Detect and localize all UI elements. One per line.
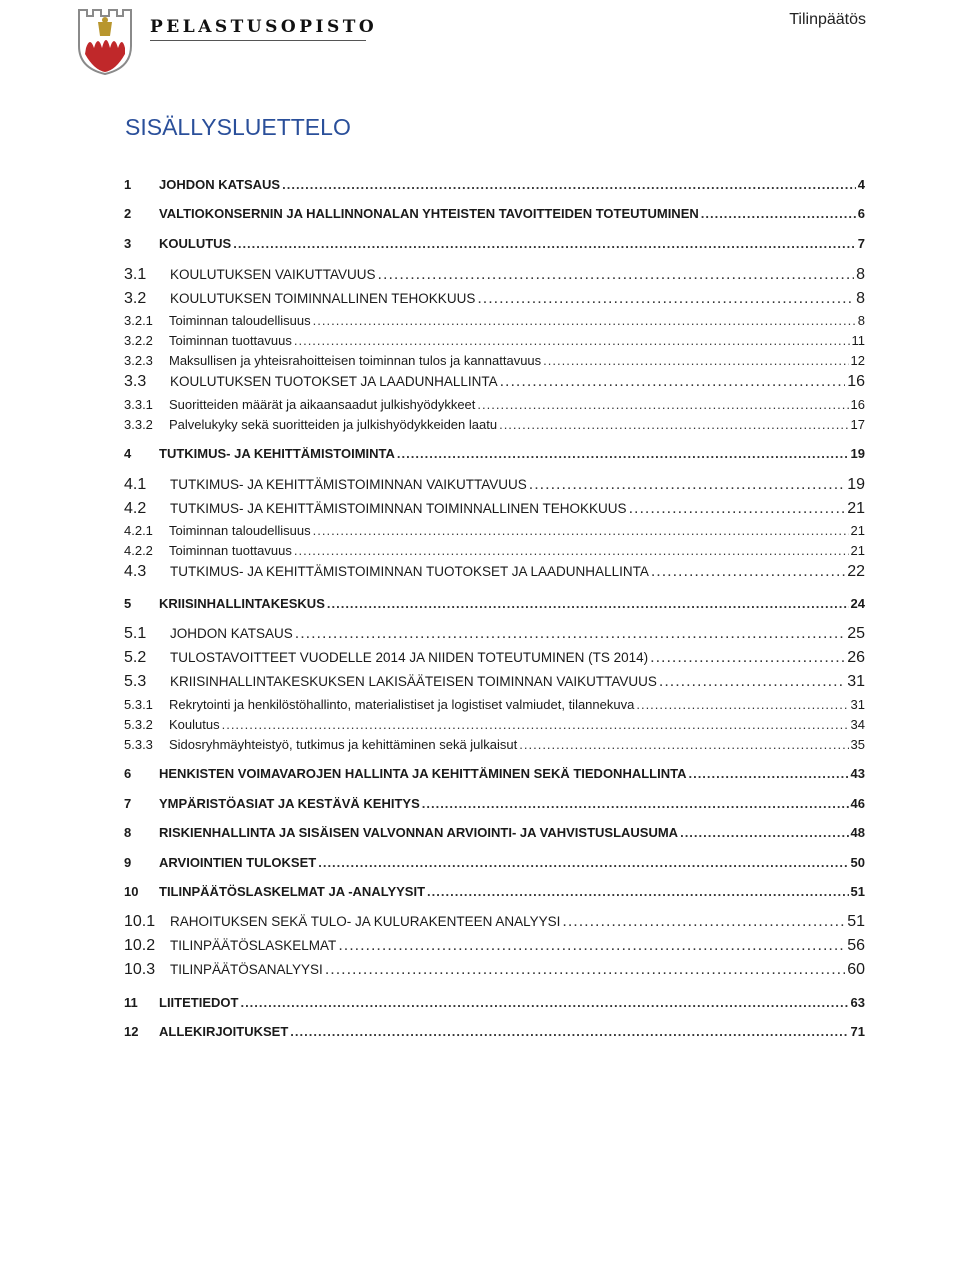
toc-entry-number: 4.2 [124,500,147,517]
toc-entry-number: 10 [124,884,139,899]
toc-entry-page: 17 [850,417,865,432]
toc-entry[interactable] [124,236,865,251]
dot-leader [397,446,849,461]
toc-entry-number: 5 [124,596,132,611]
toc-entry[interactable] [124,446,865,461]
toc-entry[interactable] [124,563,865,581]
toc-entry-number: 8 [124,825,132,840]
toc-entry[interactable] [124,825,865,840]
toc-entry-title: VALTIOKONSERNIN JA HALLINNONALAN YHTEISTEN TAVOITTEIDEN TOTEUTUMINEN [159,206,699,221]
toc-entry-page: 8 [856,266,865,283]
toc-entry-number: 5.1 [124,625,147,642]
toc-entry-number: 4.3 [124,563,147,580]
toc-entry-page: 43 [850,766,865,781]
dot-leader [499,417,848,432]
toc-entry-title: KRIISINHALLINTAKESKUKSEN LAKISÄÄTEISEN TOIMINNAN VAIKUTTAVUUS [170,674,657,689]
dot-leader [659,673,845,691]
dot-leader [313,523,849,538]
toc-entry-title: JOHDON KATSAUS [159,177,281,192]
toc-entry-page: 31 [847,673,865,690]
toc-entry-number: 3.1 [124,266,147,283]
dot-leader [477,290,854,308]
dot-leader [290,1024,848,1039]
toc-entry-number: 1 [124,177,132,192]
dot-leader [680,825,848,840]
toc-entry-title: Suoritteiden määrät ja aikaansaadut julkishyödykkeet [169,397,476,412]
toc-entry-number: 4.2.2 [124,543,153,558]
toc-entry-number: 12 [124,1024,139,1039]
dot-leader [688,766,848,781]
dot-leader [294,543,849,558]
toc-entry-page: 51 [850,884,865,899]
toc-entry-page: 4 [857,177,865,192]
toc-entry[interactable] [124,313,865,328]
toc-entry-page: 19 [847,476,865,493]
toc-entry-page: 21 [847,500,865,517]
toc-entry[interactable] [124,995,865,1010]
toc-entry[interactable] [124,937,865,955]
dot-leader [562,913,845,931]
toc-entry-number: 6 [124,766,132,781]
toc-entry-page: 50 [850,855,865,870]
toc-entry-number: 10.1 [124,913,156,930]
toc-entry-page: 63 [850,995,865,1010]
toc-entry-page: 7 [857,236,865,251]
toc-entry[interactable] [124,290,865,308]
toc-entry-title: Maksullisen ja yhteisrahoitteisen toiminnan tulos ja kannattavuus [169,353,542,368]
toc-entry[interactable] [124,913,865,931]
toc-entry-title: TUTKIMUS- JA KEHITTÄMISTOIMINNAN TOIMINNALLINEN TEHOKKUUS [170,501,627,516]
toc-entry[interactable] [124,476,865,494]
toc-entry-title: HENKISTEN VOIMAVAROJEN HALLINTA JA KEHITTÄMINEN SEKÄ TIEDONHALLINTA [159,766,687,781]
toc-entry-page: 51 [847,913,865,930]
toc-entry-title: ARVIOINTIEN TULOKSET [159,855,317,870]
toc-entry-number: 3.3.1 [124,397,153,412]
toc-entry-number: 5.3.3 [124,737,153,752]
toc-entry-number: 5.3.2 [124,717,153,732]
toc-entry[interactable] [124,333,865,348]
toc-entry[interactable] [124,1024,865,1039]
toc-entry-number: 5.2 [124,649,147,666]
dot-leader [650,649,845,667]
toc-entry-title: KOULUTUKSEN VAIKUTTAVUUS [170,267,376,282]
toc-entry-page: 21 [850,523,865,538]
toc-entry-page: 56 [847,937,865,954]
toc-entry[interactable] [124,697,865,712]
toc-entry-number: 3.2.3 [124,353,153,368]
dot-leader [313,313,856,328]
toc-entry-number: 7 [124,796,132,811]
dot-leader [222,717,849,732]
toc-entry-title: LIITETIEDOT [159,995,239,1010]
toc-entry-number: 5.3 [124,673,147,690]
toc-entry[interactable] [124,266,865,284]
toc-entry-page: 46 [850,796,865,811]
toc-entry-title: YMPÄRISTÖASIAT JA KESTÄVÄ KEHITYS [159,796,420,811]
toc-entry-title: Rekrytointi ja henkilöstöhallinto, materialistiset ja logistiset valmiudet, tilannekuva [169,697,635,712]
dot-leader [240,995,848,1010]
dot-leader [233,236,856,251]
dot-leader [519,737,848,752]
dot-leader [378,266,855,284]
toc-entry-page: 25 [847,625,865,642]
toc-entry[interactable] [124,373,865,391]
dot-leader [327,596,849,611]
toc-entry-page: 8 [857,313,865,328]
toc-entry[interactable] [124,855,865,870]
toc-entry-page: 35 [850,737,865,752]
dot-leader [318,855,848,870]
toc-entry-page: 31 [850,697,865,712]
toc-entry-title: Sidosryhmäyhteistyö, tutkimus ja kehittäminen sekä julkaisut [169,737,518,752]
toc-entry-title: TILINPÄÄTÖSLASKELMAT JA -ANALYYSIT [159,884,426,899]
dot-leader [295,625,845,643]
toc-entry[interactable] [124,500,865,518]
dot-leader [294,333,850,348]
toc-entry-title: ALLEKIRJOITUKSET [159,1024,289,1039]
toc-entry-page: 19 [850,446,865,461]
toc-entry-title: JOHDON KATSAUS [170,626,293,641]
toc-entry-number: 4.2.1 [124,523,153,538]
toc-entry[interactable] [124,397,865,412]
dot-leader [651,563,845,581]
toc-entry-title: KOULUTUKSEN TUOTOKSET JA LAADUNHALLINTA [170,374,498,389]
toc-entry[interactable] [124,649,865,667]
dot-leader [629,500,846,518]
toc-heading: SISÄLLYSLUETTELO [125,114,351,140]
toc-entry[interactable] [124,737,865,752]
toc-entry[interactable] [124,596,865,611]
toc-entry-page: 16 [850,397,865,412]
toc-entry-title: Toiminnan taloudellisuus [169,313,311,328]
dot-leader [500,373,846,391]
dot-leader [701,206,856,221]
toc-entry-title: Toiminnan tuottavuus [169,543,292,558]
toc-entry-page: 21 [850,543,865,558]
toc-entry[interactable] [124,353,865,368]
coat-of-arms-logo [76,6,134,76]
dot-leader [422,796,849,811]
toc-entry-page: 71 [850,1024,865,1039]
toc-entry-title: RISKIENHALLINTA JA SISÄISEN VALVONNAN ARVIOINTI- JA VAHVISTUSLAUSUMA [159,825,679,840]
toc-entry-title: TUTKIMUS- JA KEHITTÄMISTOIMINNAN TUOTOKSET JA LAADUNHALLINTA [170,564,649,579]
toc-entry-title: RAHOITUKSEN SEKÄ TULO- JA KULURAKENTEEN ANALYYSI [170,914,561,929]
dot-leader [477,397,848,412]
toc-entry-page: 48 [850,825,865,840]
toc-entry[interactable] [124,884,865,899]
document-title: Tilinpäätös [789,11,866,28]
dot-leader [529,476,845,494]
toc-entry-title: TILINPÄÄTÖSLASKELMAT [170,938,337,953]
toc-entry-title: Koulutus [169,717,220,732]
toc-entry-page: 60 [847,961,865,978]
toc-entry-number: 11 [124,995,138,1010]
toc-entry-page: 34 [850,717,865,732]
toc-entry-title: KOULUTUKSEN TOIMINNALLINEN TEHOKKUUS [170,291,476,306]
toc-entry[interactable] [124,766,865,781]
toc-entry[interactable] [124,961,865,979]
toc-entry[interactable] [124,717,865,732]
dot-leader [543,353,848,368]
toc-entry-number: 3.2.1 [124,313,153,328]
toc-entry[interactable] [124,417,865,432]
toc-entry-page: 22 [847,563,865,580]
toc-entry-page: 16 [847,373,865,390]
toc-entry-title: TILINPÄÄTÖSANALYYSI [170,962,323,977]
toc-entry[interactable] [124,177,865,192]
toc-entry-number: 10.2 [124,937,156,954]
toc-entry-title: TULOSTAVOITTEET VUODELLE 2014 JA NIIDEN TOTEUTUMINEN (TS 2014) [170,650,649,665]
dot-leader [427,884,849,899]
toc-entry-number: 3 [124,236,132,251]
dot-leader [325,961,845,979]
toc-entry-title: TUTKIMUS- JA KEHITTÄMISTOIMINTA [159,446,395,461]
dot-leader [636,697,848,712]
toc-entry-number: 3.2 [124,290,147,307]
toc-entry-number: 9 [124,855,132,870]
organization-name: PELASTUSOPISTO [150,17,378,37]
toc-entry[interactable] [124,543,865,558]
toc-entry-page: 6 [857,206,865,221]
dot-leader [282,177,856,192]
toc-entry-number: 3.3.2 [124,417,153,432]
page-header [0,0,960,90]
toc-entry-number: 4 [124,446,132,461]
toc-entry-page: 8 [856,290,865,307]
toc-entry-number: 10.3 [124,961,156,978]
toc-entry[interactable] [124,673,865,691]
toc-entry[interactable] [124,523,865,538]
toc-entry-number: 3.2.2 [124,333,153,348]
toc-entry-page: 24 [850,596,865,611]
toc-entry[interactable] [124,206,865,221]
toc-entry-page: 12 [850,353,865,368]
toc-entry[interactable] [124,625,865,643]
toc-entry-title: KRIISINHALLINTAKESKUS [159,596,325,611]
toc-entry-title: Toiminnan tuottavuus [169,333,292,348]
dot-leader [338,937,845,955]
toc-entry-number: 5.3.1 [124,697,153,712]
toc-entry-page: 11 [851,333,865,348]
toc-entry-number: 3.3 [124,373,147,390]
toc-entry-number: 4.1 [124,476,147,493]
toc-entry-title: Palvelukyky sekä suoritteiden ja julkishyödykkeiden laatu [169,417,498,432]
toc-entry-page: 26 [847,649,865,666]
toc-entry-title: KOULUTUS [159,236,232,251]
toc-entry-number: 2 [124,206,132,221]
toc-entry[interactable] [124,796,865,811]
toc-entry-title: Toiminnan taloudellisuus [169,523,311,538]
toc-entry-title: TUTKIMUS- JA KEHITTÄMISTOIMINNAN VAIKUTTAVUUS [170,477,527,492]
header-divider [150,40,366,41]
